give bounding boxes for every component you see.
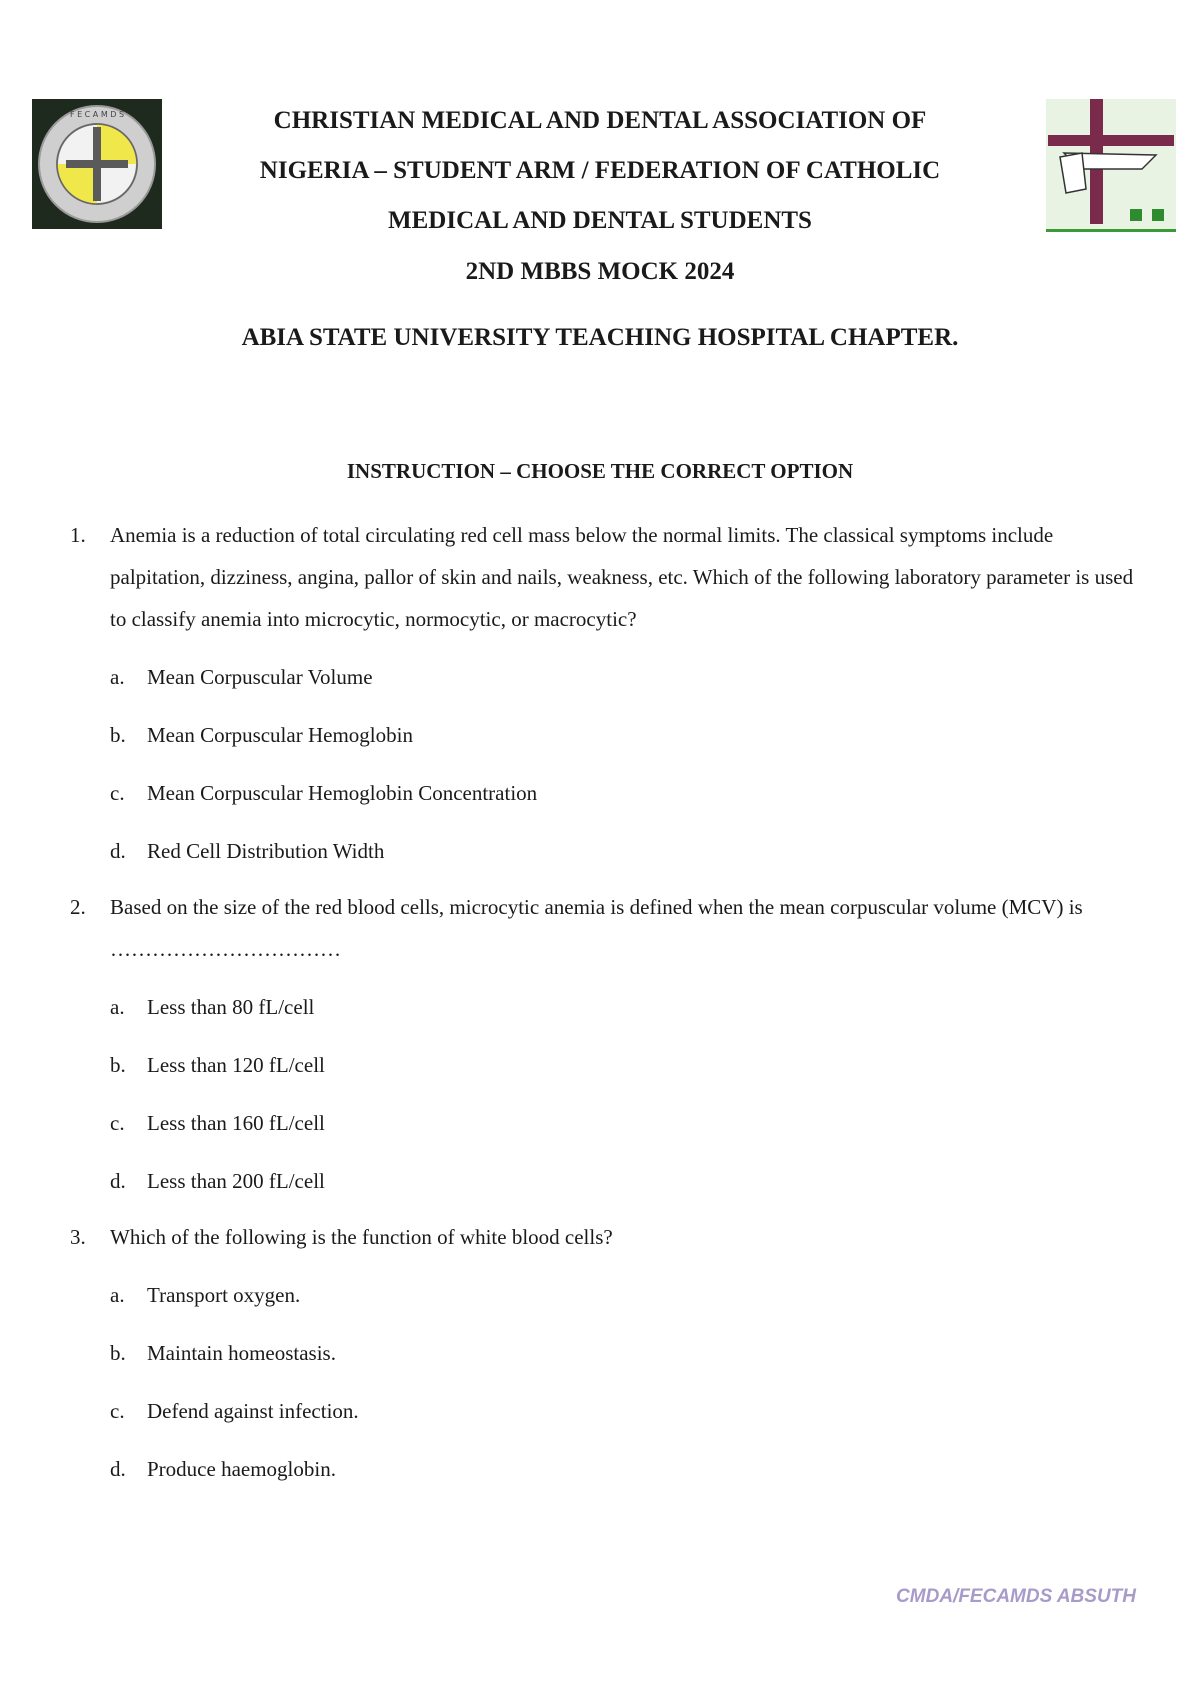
- option-a[interactable]: [110, 656, 1140, 714]
- cross-emblem-icon: [1046, 99, 1176, 232]
- fecamds-seal-icon: [32, 99, 162, 229]
- option-list: [70, 1274, 1140, 1506]
- option-text: Less than 80 fL/cell: [147, 995, 315, 1019]
- option-letter: c.: [110, 1399, 125, 1423]
- option-text: Mean Corpuscular Hemoglobin Concentration: [147, 781, 538, 805]
- question-text: Based on the size of the red blood cells, microcytic anemia is defined when the mean corpuscular volume (MCV) is ……………………………: [110, 895, 1083, 961]
- option-a[interactable]: [110, 1274, 1140, 1332]
- question-text: Anemia is a reduction of total circulating red cell mass below the normal limits. The classical symptoms include palpitation, dizziness, angina, pallor of skin and nails, weakness, etc. Which of the following laboratory parameter is used to classify anemia into microcytic, normocytic, or macrocytic?: [110, 523, 1134, 631]
- question-number: 1.: [70, 523, 86, 547]
- option-text: Maintain homeostasis.: [147, 1341, 336, 1365]
- option-text: Red Cell Distribution Width: [147, 839, 385, 863]
- option-letter: b.: [110, 1053, 126, 1077]
- question-number: 3.: [70, 1225, 86, 1249]
- option-b[interactable]: [110, 714, 1140, 772]
- option-letter: c.: [110, 1111, 125, 1135]
- option-letter: a.: [110, 1283, 125, 1307]
- option-list: [70, 656, 1140, 888]
- option-letter: a.: [110, 995, 125, 1019]
- option-a[interactable]: [110, 986, 1140, 1044]
- option-c[interactable]: [110, 772, 1140, 830]
- question-3: [70, 1216, 1140, 1506]
- option-c[interactable]: [110, 1390, 1140, 1448]
- header-line-3: MEDICAL AND DENTAL STUDENTS: [388, 207, 812, 234]
- option-text: Less than 120 fL/cell: [147, 1053, 325, 1077]
- option-d[interactable]: [110, 1448, 1140, 1506]
- option-b[interactable]: [110, 1044, 1140, 1102]
- option-text: Less than 200 fL/cell: [147, 1169, 325, 1193]
- option-text: Mean Corpuscular Volume: [147, 665, 373, 689]
- option-letter: a.: [110, 665, 125, 689]
- option-letter: b.: [110, 1341, 126, 1365]
- option-letter: d.: [110, 839, 126, 863]
- option-b[interactable]: [110, 1332, 1140, 1390]
- chapter-title: ABIA STATE UNIVERSITY TEACHING HOSPITAL CHAPTER.: [241, 324, 959, 351]
- option-letter: c.: [110, 781, 125, 805]
- exam-title: 2ND MBBS MOCK 2024: [465, 258, 735, 285]
- footer-watermark: CMDA/FECAMDS ABSUTH: [896, 1586, 1136, 1607]
- option-d[interactable]: [110, 830, 1140, 888]
- question-2: [70, 886, 1140, 1218]
- option-c[interactable]: [110, 1102, 1140, 1160]
- header-line-2: NIGERIA – STUDENT ARM / FEDERATION OF CATHOLIC: [259, 157, 941, 184]
- option-text: Produce haemoglobin.: [147, 1457, 336, 1481]
- option-list: [70, 986, 1140, 1218]
- option-text: Mean Corpuscular Hemoglobin: [147, 723, 413, 747]
- option-text: Defend against infection.: [147, 1399, 359, 1423]
- option-text: Transport oxygen.: [147, 1283, 301, 1307]
- question-1: [70, 514, 1140, 888]
- option-letter: d.: [110, 1169, 126, 1193]
- option-text: Less than 160 fL/cell: [147, 1111, 325, 1135]
- question-text: Which of the following is the function of white blood cells?: [110, 1225, 613, 1249]
- header-line-1: CHRISTIAN MEDICAL AND DENTAL ASSOCIATION OF: [273, 107, 927, 134]
- association-header: [180, 96, 1020, 246]
- question-number: 2.: [70, 895, 86, 919]
- question-list: [70, 514, 1140, 1506]
- instruction: INSTRUCTION – CHOOSE THE CORRECT OPTION: [346, 459, 854, 483]
- option-letter: b.: [110, 723, 126, 747]
- svg-text:F E C A M D S: F E C A M D S: [69, 110, 125, 119]
- option-letter: d.: [110, 1457, 126, 1481]
- option-d[interactable]: [110, 1160, 1140, 1218]
